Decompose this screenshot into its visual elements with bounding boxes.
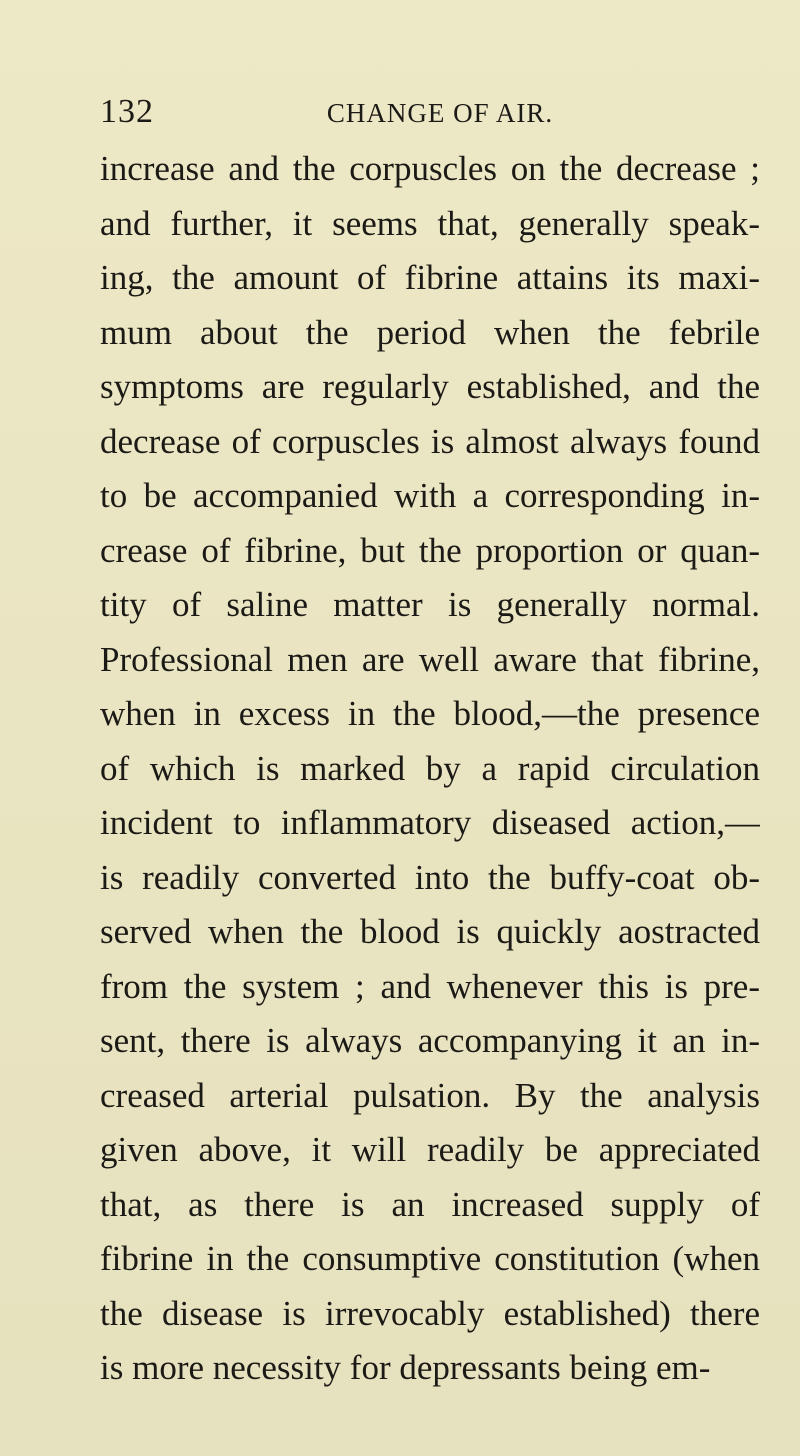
text-line: served when the blood is quickly aostracted (100, 912, 760, 951)
text-line: mum about the period when the febrile (100, 312, 760, 352)
text-line: increase and the corpuscles on the decrease ; (100, 149, 760, 188)
text-line: to be accompanied with a corresponding in- (100, 476, 760, 515)
text-line: is readily converted into the buffy-coat ob- (100, 857, 760, 897)
text-line: fibrine in the consumptive constitution (when (100, 1239, 760, 1278)
running-title: CHANGE OF AIR. (326, 98, 554, 128)
text-line: sent, there is always accompanying it an in- (100, 1021, 760, 1060)
text-line: that, as there is an increased supply of (100, 1184, 760, 1224)
text-line: and further, it seems that, generally speak- (100, 203, 760, 243)
body-text (100, 142, 760, 1396)
text-line: incident to inflammatory diseased action,— (100, 803, 760, 842)
text-line: of which is marked by a rapid circulation (100, 748, 760, 788)
text-line: when in excess in the blood,—the presence (100, 694, 760, 733)
text-line: ing, the amount of fibrine attains its maxi- (100, 258, 760, 297)
text-line: crease of fibrine, but the proportion or quan- (100, 530, 760, 570)
text-line: is more necessity for depressants being em- (100, 1348, 711, 1387)
page-number: 132 (100, 93, 154, 130)
text-line: the disease is irrevocably established) there (100, 1293, 760, 1333)
text-line: creased arterial pulsation. By the analysis (100, 1075, 760, 1115)
text-line: Professional men are well aware that fibrine, (100, 639, 760, 679)
text-line: given above, it will readily be appreciated (100, 1130, 760, 1169)
text-line: symptoms are regularly established, and the (100, 367, 760, 406)
text-line: tity of saline matter is generally normal. (100, 585, 760, 624)
text-line: from the system ; and whenever this is pre- (100, 966, 760, 1006)
text-line: decrease of corpuscles is almost always found (100, 421, 760, 461)
running-head (100, 92, 760, 132)
